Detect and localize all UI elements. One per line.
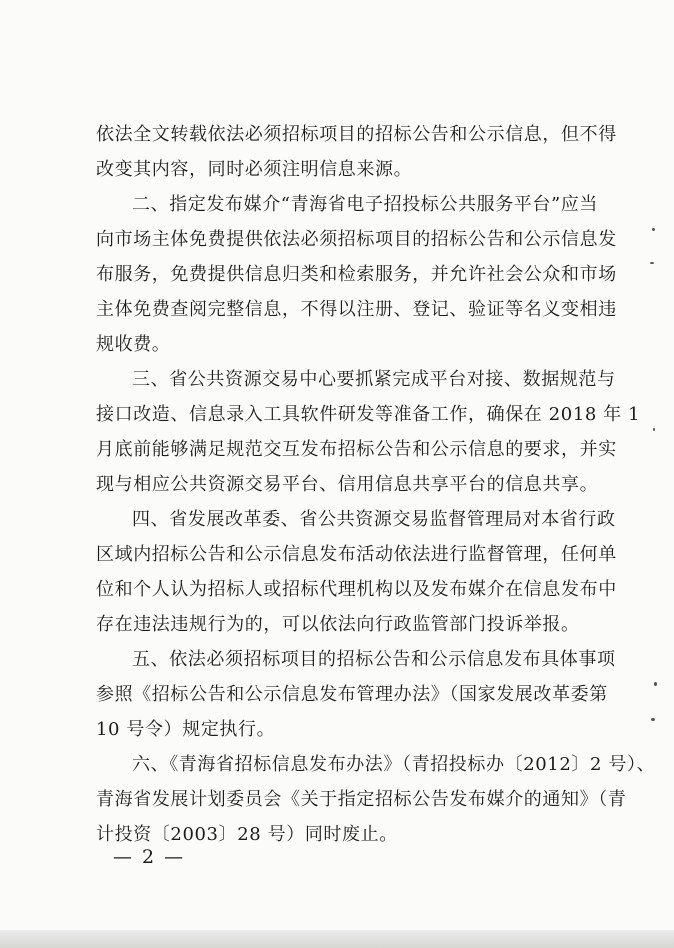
paragraph-2: [96, 187, 617, 362]
text-line: 主体免费查阅完整信息，不得以注册、登记、验证等名义变相违: [96, 299, 617, 320]
scan-speck: [654, 682, 657, 686]
paragraph-5: [96, 642, 616, 747]
scan-speck: [650, 262, 654, 264]
text-line: 改变其内容，同时必须注明信息来源。: [96, 159, 413, 180]
text-line: 三、省公共资源交易中心要抓紧完成平台对接、数据规范与: [132, 369, 616, 390]
document-body: [96, 117, 656, 852]
text-line: 区域内招标公告和公示信息发布活动依法进行监督管理，任何单: [96, 544, 617, 565]
text-line: 10 号令）规定执行。: [96, 719, 276, 740]
text-line: 六、《青海省招标信息发布办法》（青招投标办〔2012〕2 号）、: [132, 754, 656, 775]
paragraph-3: [96, 362, 641, 502]
text-line: 接口改造、信息录入工具软件研发等准备工作，确保在 2018 年 1: [96, 404, 641, 425]
text-line: 规收费。: [96, 334, 171, 355]
text-line: 向市场主体免费提供依法必须招标项目的招标公告和公示信息发: [96, 229, 617, 250]
text-line: 月底前能够满足规范交互发布招标公告和公示信息的要求，并实: [96, 439, 617, 460]
paragraph-4: [96, 502, 617, 642]
paragraph-6: [96, 747, 656, 852]
scan-speck: [651, 718, 655, 721]
text-line: 参照《招标公告和公示信息发布管理办法》（国家发展改革委第: [96, 684, 608, 705]
text-line: 存在违法违规行为的，可以依法向行政监管部门投诉举报。: [96, 614, 580, 635]
text-line: 布服务，免费提供信息归类和检索服务，并允许社会公众和市场: [96, 264, 617, 285]
page-number: — 2 —: [113, 846, 186, 868]
text-line: 四、省发展改革委、省公共资源交易监督管理局对本省行政: [132, 509, 616, 530]
text-line: 计投资〔2003〕28 号）同时废止。: [96, 824, 398, 845]
paragraph-1: [96, 117, 617, 187]
text-line: 青海省发展计划委员会《关于指定招标公告发布媒介的通知》（青: [96, 789, 627, 810]
scan-speck: [653, 428, 655, 431]
text-line: 依法全文转载依法必须招标项目的招标公告和公示信息，但不得: [96, 124, 617, 145]
text-line: 位和个人认为招标人或招标代理机构以及发布媒介在信息发布中: [96, 579, 617, 600]
text-line: 现与相应公共资源交易平台、信用信息共享平台的信息共享。: [96, 474, 599, 495]
text-line: 二、指定发布媒介“青海省电子招投标公共服务平台”应当: [132, 194, 599, 215]
scan-bottom-edge: [0, 930, 674, 948]
scan-speck: [652, 228, 655, 231]
text-line: 五、依法必须招标项目的招标公告和公示信息发布具体事项: [132, 649, 616, 670]
